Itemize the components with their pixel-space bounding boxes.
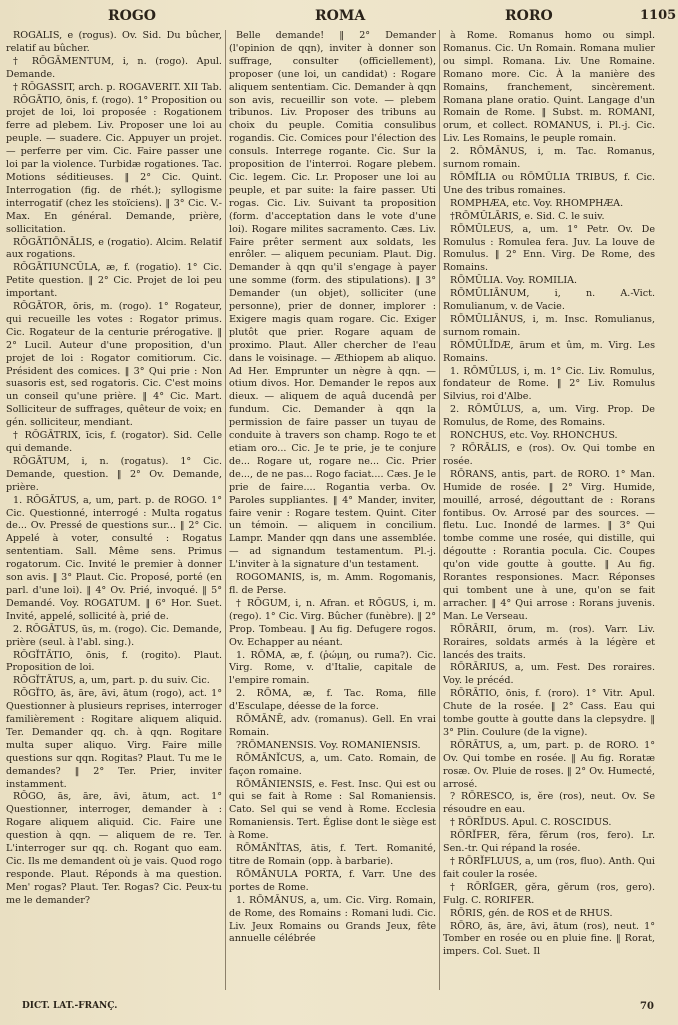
header-center: ROMA bbox=[315, 8, 366, 24]
dictionary-entry: RŎGĬTO, ās, āre, āvi, ātum (rogo), act. 1° Questionner à plusieurs reprises, interroger familièrement : Rogitare aliquem aliquid. Ter. Demander qq. ch. à qqn. Rogitare multa super aliquo. Virg. Faire mille questions sur qqn. Rogitas? Plaut. Tu me le demandes? ‖ 2° Ter. Prier, inviter instamment. bbox=[6, 688, 222, 790]
dictionary-entry: RŌMĬLIA ou RŌMŪLIA TRIBUS, f. Cic. Une des tribus romaines. bbox=[443, 171, 655, 196]
column-divider bbox=[225, 30, 226, 990]
dictionary-entry: † RŎGASSIT, arch. p. ROGAVERIT. XII Tab. bbox=[13, 81, 222, 93]
dictionary-entry: † RŌRĬGER, gĕra, gĕrum (ros, gero). Fulg. C. RORIFER. bbox=[443, 881, 655, 906]
dictionary-entry: RŎGĀTOR, ōris, m. (rogo). 1° Rogateur, qui recueille les votes : Rogator primus. Cic. Rogateur de la centurie prérogative. ‖ 2° Lucil. Auteur d'une proposition, d'un projet de loi : Rogator comitiorum. Cic. Président des comices. ‖ 3° Qui prie : Non suasoris est, sed rogatoris. Cic. C'est moins un conseil qu'une prière. ‖ 4° Cic. Mart. Solliciteur de suffrages, quêteur de voix; en gén. solliciteur, mendiant. bbox=[6, 301, 222, 429]
dictionary-entry: RŌRĀRIUS, a, um. Fest. Des roraires. Voy. le précéd. bbox=[443, 662, 655, 687]
column-middle bbox=[229, 30, 436, 990]
dictionary-entry: RŌMŬLEUS, a, um. 1° Petr. Ov. De Romulus : Romulea fera. Juv. La louve de Romulus. ‖ 2° Enn. Virg. De Rome, des Romains. bbox=[443, 223, 655, 274]
dictionary-entry: RŎGĀTUM, i, n. (rogatus). 1° Cic. Demande, question. ‖ 2° Ov. Demande, prière. bbox=[6, 455, 222, 493]
running-header bbox=[0, 8, 678, 28]
dictionary-entry: RŌRĀTIO, ōnis, f. (roro). 1° Vitr. Apul. Chute de la rosée. ‖ 2° Cass. Eau qui tombe goutte à goutte dans la clepsydre. ‖ 3° Plin. Coulure (de la vigne). bbox=[443, 688, 655, 738]
dictionary-entry: RŌMŬLIĀNUM, i, n. A.-Vict. Romulianum, v. de Vacie. bbox=[443, 288, 655, 313]
dictionary-entry: ? RŌRĀLIS, e (ros). Ov. Qui tombe en rosée. bbox=[443, 443, 655, 467]
dictionary-entry: à Rome. Romanus homo ou simpl. Romanus. Cic. Un Romain. Romana mulier ou simpl. Romana. Liv. Une Romaine. Romano more. Cic. À la manière des Romains, franchement, sincèrement. Romana plane oratio. Quint. Langage d'un Romain de Rome. ‖ Subst. m. ROMANI, orum, et collect. ROMANUS, i. Pl.-j. Cic. Liv. Les Romains, le peuple romain. bbox=[443, 30, 655, 145]
dictionary-entry: RŌRIS, gén. de ROS et de RHUS. bbox=[450, 907, 613, 919]
dictionary-entry: † RŎGĀMENTUM, i, n. (rogo). Apul. Demande. bbox=[6, 55, 222, 80]
dictionary-entry: RŌMĀNĬTAS, ātis, f. Tert. Romanité, titre de Romain (opp. à barbarie). bbox=[229, 843, 436, 867]
dictionary-entry: RŌMĀNIENSIS, e. Fest. Insc. Qui est ou qui se fait à Rome : Sal Romaniensis. Cato. Sel qui se vend à Rome. Ecclesia Romaniensis. Tert. Église dont le siège est à Rome. bbox=[229, 778, 436, 842]
dictionary-entry: RŎGO, ās, āre, āvi, ātum, act. 1° Questionner, interroger, demander à : Rogare aliquem aliquid. Cic. Faire une question à qqn. — aliquem de re. Ter. L'interroger sur qq. ch. Rogant quo eam. Cic. Ils me demandent où je vais. Quod rogo responde. Plaut. Réponds à ma question. Men' rogas? Plaut. Ter. Rogas? Cic. Peux-tu me le demander? bbox=[6, 791, 222, 906]
column-divider bbox=[439, 30, 440, 990]
dictionary-entry: RŌRĬFER, fĕra, fĕrum (ros, fero). Lr. Sen.-tr. Qui répand la rosée. bbox=[443, 830, 655, 855]
column-right bbox=[443, 30, 655, 990]
dictionary-entry: RŌMĀNULA PORTA, f. Varr. Une des portes de Rome. bbox=[229, 868, 436, 893]
dictionary-entry: RŎGĬTĀTIO, ōnis, f. (rogito). Plaut. Proposition de loi. bbox=[6, 649, 222, 674]
dictionary-entry: † RŎGĀTRIX, īcis, f. (rogator). Sid. Celle qui demande. bbox=[6, 430, 222, 454]
dictionary-entry: RŌMĀNĬCUS, a, um. Cato. Romain, de façon romaine. bbox=[229, 752, 436, 777]
dictionary-entry: RŌRĀTUS, a, um, part. p. de RORO. 1° Ov. Qui tombe en rosée. ‖ Au fig. Roratæ rosæ. Ov. Pluie de roses. ‖ 2° Ov. Humecté, arrosé. bbox=[443, 739, 655, 790]
dictionary-entry: RŎGĀLIS, e (rogus). Ov. Sid. Du bûcher, relatif au bûcher. bbox=[6, 30, 222, 54]
dictionary-entry: ROGOMANIS, is, m. Amm. Rogomanis, fl. de Perse. bbox=[229, 572, 436, 596]
dictionary-entry: 1. RŌMŬLUS, i, m. 1° Cic. Liv. Romulus, fondateur de Rome. ‖ 2° Liv. Romulus Silvius, roi d'Albe. bbox=[443, 365, 655, 403]
dictionary-entry: 2. RŌMA, æ, f. Tac. Roma, fille d'Esculape, déesse de la force. bbox=[229, 688, 436, 713]
dictionary-entry: RŌRĀRII, ōrum, m. (ros). Varr. Liv. Roraires, soldats armés à la légère et lancés des traits. bbox=[443, 623, 655, 661]
dictionary-entry: †RŌMŬLĀRIS, e. Sid. C. le suiv. bbox=[450, 210, 605, 222]
dictionary-entry: Belle demande! ‖ 2° Demander (l'opinion de qqn), inviter à donner son suffrage, consulter (officiellement), proposer (une loi, un candidat) : Rogare aliquem sententiam. Cic. Demander à qqn son avis, recueillir son vote. — plebem tribunos. Liv. Proposer des tribuns au choix du peuple. Comitia consulibus rogandis. Cic. Comices pour l'élection des consuls. Interrege rogante. Cic. Sur la proposition de l'interroi. Rogare plebem. Cic. legem. Cic. Lr. Proposer une loi au peuple, et par suite: la faire passer. Uti rogas. Cic. Liv. Suivant ta proposition (form. d'acceptation dans le vote d'une loi). Rogare milites sacramento. Cæs. Liv. Faire prêter serment aux soldats, les enrôler. — aliquem pecuniam. Plaut. Dig. Demander à qqn qu'il s'engage à payer une somme (form. des stipulations). ‖ 3° Demander (un objet), solliciter (une personne), prier de donner, implorer : Exigere magis quam rogare. Cic. Exiger plutôt que prier. Rogare aquam de proximo. Plaut. Aller chercher de l'eau dans le voisinage. — Æthiopem ab aliquo. Ad Her. Emprunter un nègre à qqn. — otium divos. Hor. Demander le repos aux dieux. — aliquem de aquâ ducendâ per fundum. Cic. Demander à qqn la permission de faire passer un tuyau de conduite à travers son champ. Rogo te et etiam oro... Cic. Je te prie, je te conjure de... Rogare ut, rogare ne... Cic. Prier de..., de ne pas... Rogo faciat.... Cæs. Je le prie de faire.... Rogantia verba. Ov. Paroles suppliantes. ‖ 4° Mander, inviter, faire venir : Rogare testem. Quint. Citer un témoin. — aliquem in concilium. Lampr. Mander qqn dans une assemblée. — ad signandum testamentum. Pl.-j. L'inviter à la signature d'un testament. bbox=[229, 30, 436, 571]
page-number: 1105 bbox=[640, 8, 677, 23]
dictionary-entry: RŎGĀTIUNCŬLA, æ, f. (rogatio). 1° Cic. Petite question. ‖ 2° Cic. Projet de loi peu important. bbox=[6, 262, 222, 300]
dictionary-entry: 2. RŌMŬLUS, a, um. Virg. Prop. De Romulus, de Rome, des Romains. bbox=[443, 404, 655, 429]
dictionary-entry: RŌMŬLIA. Voy. ROMILIA. bbox=[450, 275, 578, 287]
dictionary-entry: † RŎGUM, i, n. Afran. et RŎGUS, i, m. (rego). 1° Cic. Virg. Bûcher (funèbre). ‖ 2° Prop. Tombeau. ‖ Au fig. Defugere rogos. Ov. Echapper au néant. bbox=[229, 597, 436, 648]
signature-mark: DICT. LAT.-FRANÇ. bbox=[22, 1001, 118, 1011]
dictionary-entry: RŎGĬTĀTUS, a, um, part. p. du suiv. Cic. bbox=[13, 675, 210, 687]
header-left: ROGO bbox=[108, 8, 156, 24]
dictionary-entry: ROMPHÆA, etc. Voy. RHOMPHÆA. bbox=[450, 197, 624, 209]
dictionary-entry: RŌRO, ās, āre, āvi, ātum (ros), neut. 1° Tomber en rosée ou en pluie fine. ‖ Rorat, impers. Col. Suet. Il bbox=[443, 920, 655, 958]
dictionary-entry: ?RŌMANENSIS. Voy. ROMANIENSIS. bbox=[236, 739, 421, 751]
dictionary-entry: † RŌRĬFLUUS, a, um (ros, fluo). Anth. Qui fait couler la rosée. bbox=[443, 856, 655, 880]
column-left bbox=[6, 30, 222, 990]
dictionary-entry: 2. RŌMĀNUS, i, m. Tac. Romanus, surnom romain. bbox=[443, 146, 655, 171]
dictionary-entry: 1. RŌMA, æ, f. (ῥώμη, ou ruma?). Cic. Virg. Rome, v. d'Italie, capitale de l'empire romain. bbox=[229, 649, 436, 687]
dictionary-entry: RŌMŬLIĀNUS, i, m. Insc. Romulianus, surnom romain. bbox=[443, 313, 655, 338]
header-right: RORO bbox=[505, 8, 553, 24]
dictionary-entry: 1. RŌMĀNUS, a, um. Cic. Virg. Romain, de Rome, des Romains : Romani ludi. Cic. Liv. Jeux Romains ou Grands Jeux, fête annuelle célébrée bbox=[229, 894, 436, 945]
dictionary-entry: † RŌRĬDUS. Apul. C. ROSCIDUS. bbox=[450, 817, 612, 829]
dictionary-entry: RŌMŬLĬDÆ, ārum et ûm, m. Virg. Les Romains. bbox=[443, 339, 655, 364]
dictionary-entry: RŌMĀNĒ, adv. (romanus). Gell. En vrai Romain. bbox=[229, 714, 436, 738]
dictionary-entry: RONCHUS, etc. Voy. RHONCHUS. bbox=[450, 430, 618, 442]
dictionary-entry: RŎGĀTIO, ōnis, f. (rogo). 1° Proposition ou projet de loi, loi proposée : Rogationem ferre ad plebem. Liv. Proposer une loi au peuple. — suadere. Cic. Appuyer un projet. — perferre per vim. Cic. Faire passer une loi par la violence. Turbidæ rogationes. Tac. Motions séditieuses. ‖ 2° Cic. Quint. Interrogation (fig. de rhét.); syllogisme interrogatif (chez les stoïciens). ‖ 3° Cic. V.-Max. En général. Demande, prière, sollicitation. bbox=[6, 94, 222, 235]
signature-number: 70 bbox=[640, 1001, 654, 1012]
dictionary-entry: ? RŌRESCO, is, ĕre (ros), neut. Ov. Se résoudre en eau. bbox=[443, 791, 655, 816]
dictionary-entry: RŎGĀTIŌNĀLIS, e (rogatio). Alcim. Relatif aux rogations. bbox=[6, 236, 222, 261]
dictionary-entry: RŌRANS, antis, part. de RORO. 1° Man. Humide de rosée. ‖ 2° Virg. Humide, mouillé, arrosé, dégouttant de : Rorans fontibus. Ov. Arrosé par des sources. — fletu. Luc. Inondé de larmes. ‖ 3° Qui tombe comme une rosée, qui distille, qui dégoutte : Rorantia pocula. Cic. Coupes qu'on vide goutte à goutte. ‖ Au fig. Rorantes responsiones. Macr. Réponses qui tombent une à une, qu'on se fait arracher. ‖ 4° Qui arrose : Rorans juvenis. Man. Le Verseau. bbox=[443, 468, 655, 622]
dictionary-entry: 1. RŎGĀTUS, a, um, part. p. de ROGO. 1° Cic. Questionné, interrogé : Multa rogatus de... Ov. Pressé de questions sur... ‖ 2° Cic. Appelé à voter, consulté : Rogatus sententiam. Sall. Même sens. Primus rogatorum. Cic. Invité le premier à donner son avis. ‖ 3° Plaut. Cic. Proposé, porté (en parl. d'une loi). ‖ 4° Ov. Prié, invoqué. ‖ 5° Demandé. Voy. ROGATUM. ‖ 6° Hor. Suet. Invité, appelé, sollicité à, prié de. bbox=[6, 494, 222, 622]
dictionary-entry: 2. RŎGĀTUS, ūs, m. (rogo). Cic. Demande, prière (seul. à l'abl. sing.). bbox=[6, 623, 222, 648]
